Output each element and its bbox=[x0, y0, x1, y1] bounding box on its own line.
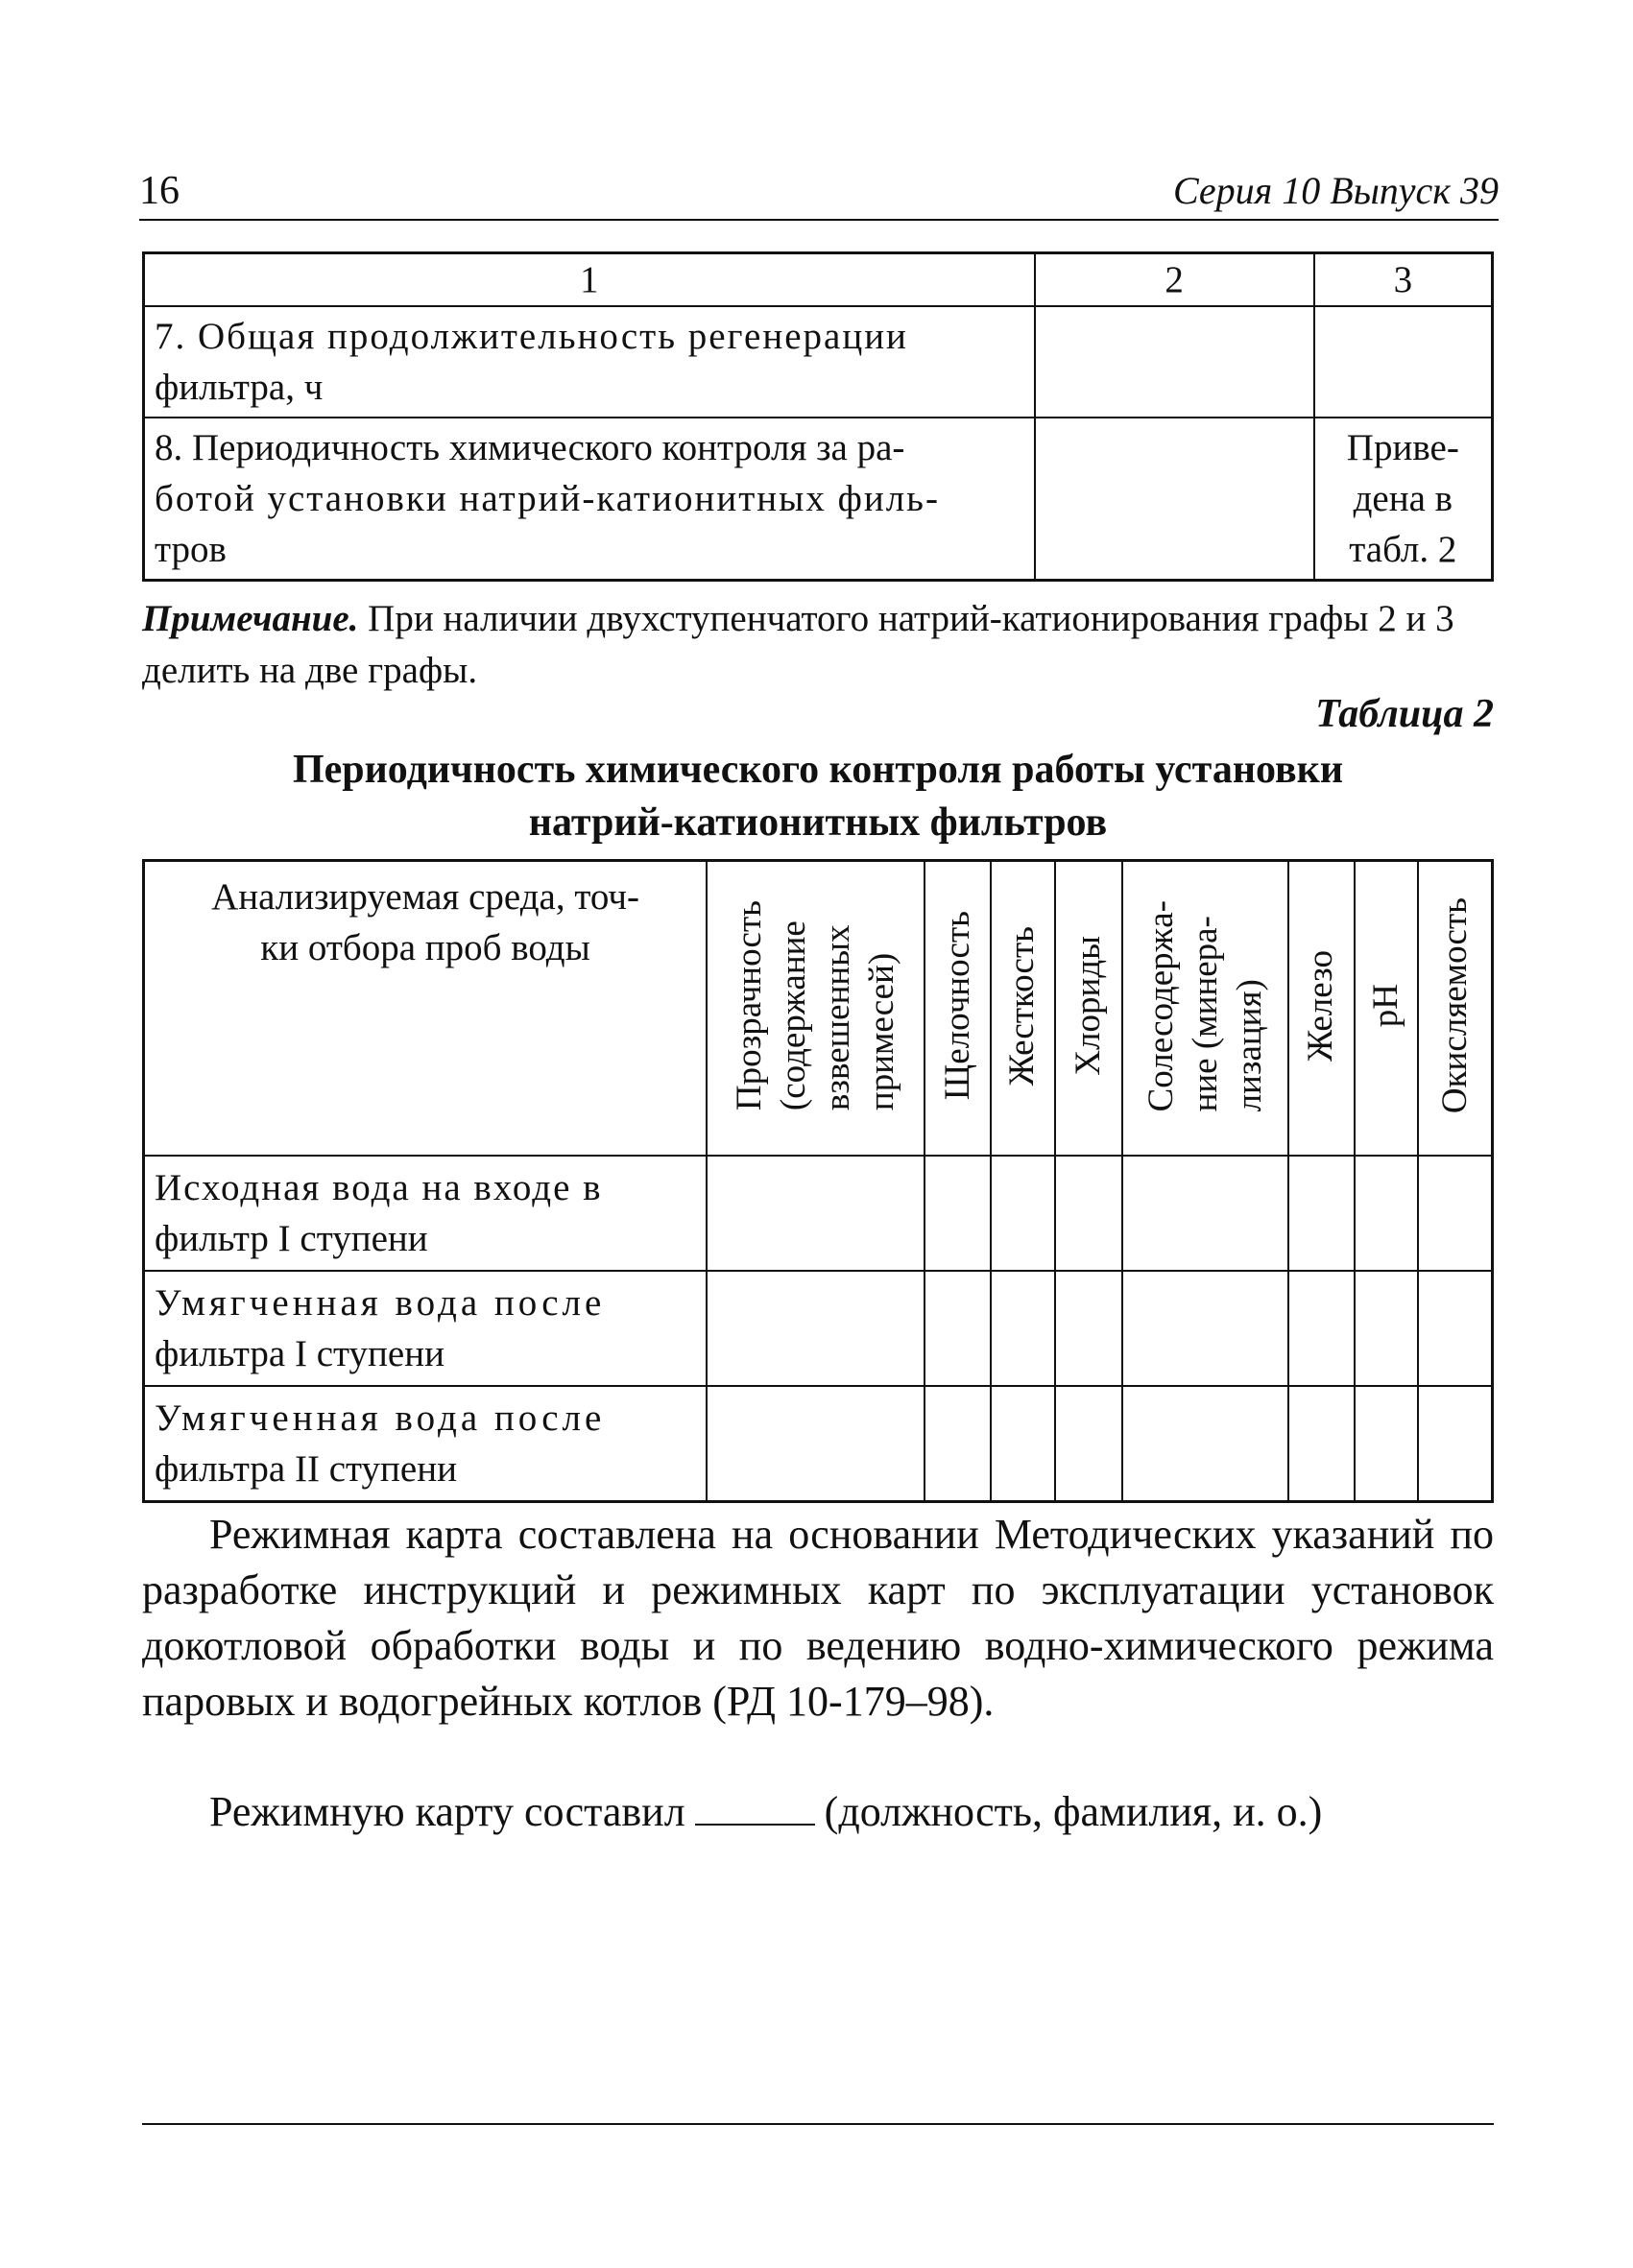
signature-prefix: Режимную карту составил bbox=[209, 1788, 685, 1835]
table-cell bbox=[1418, 1271, 1492, 1386]
col-number-2: 2 bbox=[1035, 253, 1314, 307]
param-header-oxidizability bbox=[1418, 861, 1492, 1157]
param-header-alkalinity bbox=[925, 861, 991, 1157]
table-note bbox=[142, 593, 1494, 697]
table-cell bbox=[1035, 418, 1314, 581]
table-cell bbox=[1418, 1156, 1492, 1271]
row-label-line: фильтра I ступени bbox=[155, 1333, 444, 1374]
table-cell bbox=[1122, 1386, 1288, 1502]
row-label-line: Исходная вода на входе в bbox=[155, 1167, 603, 1208]
row-label-line: Умягченная вода после bbox=[155, 1282, 606, 1324]
medium-header-line: Анализируемая среда, точ- bbox=[211, 876, 639, 918]
param-label: Жесткость bbox=[1002, 925, 1043, 1086]
signature-line bbox=[209, 1787, 1322, 1836]
table-row bbox=[144, 1156, 1493, 1271]
table-cell bbox=[1314, 306, 1493, 418]
row-item-text: фильтра, ч bbox=[155, 367, 324, 408]
table-cell bbox=[925, 1386, 991, 1502]
table-title-line: натрий-катионитных фильтров bbox=[528, 800, 1108, 845]
param-label: Окисляемость bbox=[1434, 897, 1475, 1114]
body-paragraph: Режимная карта составлена на основании Методических указаний по разработке инструкций и режимных карт по эксплуатации установок докотловой обработки воды и по ведению водно-химического режима паровых и водогрейных котлов (РД 10-179–98). bbox=[142, 1511, 1494, 1725]
param-label: Щелочность bbox=[937, 911, 977, 1101]
note-label: Примечание. bbox=[142, 598, 359, 639]
param-label: pH bbox=[1365, 984, 1405, 1028]
param-header-hardness bbox=[991, 861, 1055, 1157]
cell-text: табл. 2 bbox=[1349, 529, 1457, 570]
table-cell bbox=[1122, 1271, 1288, 1386]
param-header-chlorides bbox=[1055, 861, 1122, 1157]
col-number-1: 1 bbox=[144, 253, 1035, 307]
signature-suffix: (должность, фамилия, и. о.) bbox=[824, 1788, 1323, 1835]
table-cell bbox=[1355, 1271, 1419, 1386]
row-label-line: Умягченная вода после bbox=[155, 1397, 606, 1439]
cell-text: Приве- bbox=[1346, 427, 1459, 468]
row-label bbox=[144, 1271, 708, 1386]
running-head: Серия 10 Выпуск 39 bbox=[1172, 169, 1499, 212]
table-row bbox=[144, 1386, 1493, 1502]
table-cell bbox=[1355, 1386, 1419, 1502]
header-rule bbox=[139, 219, 1499, 221]
row-label bbox=[144, 1386, 708, 1502]
table-cell bbox=[1055, 1386, 1122, 1502]
footer-rule bbox=[142, 2123, 1494, 2125]
table-cell bbox=[991, 1386, 1055, 1502]
table-cell bbox=[1055, 1271, 1122, 1386]
table-cell bbox=[707, 1386, 925, 1502]
param-label: Прозрачность (содержание взвешенных примесей) bbox=[729, 900, 901, 1111]
col-number-3: 3 bbox=[1314, 253, 1493, 307]
table-row bbox=[144, 1271, 1493, 1386]
page-number: 16 bbox=[139, 169, 180, 213]
param-label: Хлориды bbox=[1068, 936, 1108, 1076]
table-title-line: Периодичность химического контроля работы установки bbox=[292, 748, 1344, 792]
table-cell bbox=[1355, 1156, 1419, 1271]
table-cell bbox=[707, 1271, 925, 1386]
row-label-line: фильтр I ступени bbox=[155, 1218, 428, 1259]
table-cell bbox=[1035, 306, 1314, 418]
signature-blank bbox=[695, 1789, 815, 1826]
note-text: При наличии двухступенчатого натрий-катионирования графы 2 и 3 делить на две графы. bbox=[142, 598, 1454, 691]
row-item-text: тров bbox=[155, 529, 227, 570]
param-header-clarity bbox=[707, 861, 925, 1157]
row-label bbox=[144, 1156, 708, 1271]
table-cell bbox=[707, 1156, 925, 1271]
cell-text: дена в bbox=[1353, 478, 1453, 519]
table-cell bbox=[1288, 1386, 1355, 1502]
param-label: Железо bbox=[1301, 950, 1341, 1062]
table-cell bbox=[1418, 1386, 1492, 1502]
table-1 bbox=[142, 251, 1494, 582]
param-header-salinity bbox=[1122, 861, 1288, 1157]
table-label: Таблица 2 bbox=[1315, 692, 1494, 736]
table-cell bbox=[991, 1271, 1055, 1386]
table-2 bbox=[142, 859, 1494, 1503]
row-item-text: ботой установки натрий-катионитных филь- bbox=[155, 478, 940, 519]
table-title bbox=[142, 744, 1494, 849]
table-cell bbox=[991, 1156, 1055, 1271]
medium-header-line: ки отбора проб воды bbox=[260, 927, 590, 968]
table-row bbox=[144, 418, 1035, 581]
table-cell bbox=[1055, 1156, 1122, 1271]
table-cell bbox=[1288, 1271, 1355, 1386]
param-header-ph bbox=[1355, 861, 1419, 1157]
table-cell bbox=[925, 1156, 991, 1271]
table-row bbox=[144, 306, 1035, 418]
row-label-line: фильтра II ступени bbox=[155, 1448, 457, 1490]
param-header-iron bbox=[1288, 861, 1355, 1157]
param-label: Солесодержа- ние (минера- лизация) bbox=[1141, 899, 1269, 1112]
row-item-text: 8. Периодичность химического контроля за ра- bbox=[155, 427, 905, 468]
table-cell bbox=[1122, 1156, 1288, 1271]
table-cell bbox=[1314, 418, 1493, 581]
row-item-text: 7. Общая продолжительность регенерации bbox=[155, 316, 908, 357]
table-cell bbox=[1288, 1156, 1355, 1271]
table-cell bbox=[925, 1271, 991, 1386]
medium-header bbox=[144, 861, 708, 1157]
